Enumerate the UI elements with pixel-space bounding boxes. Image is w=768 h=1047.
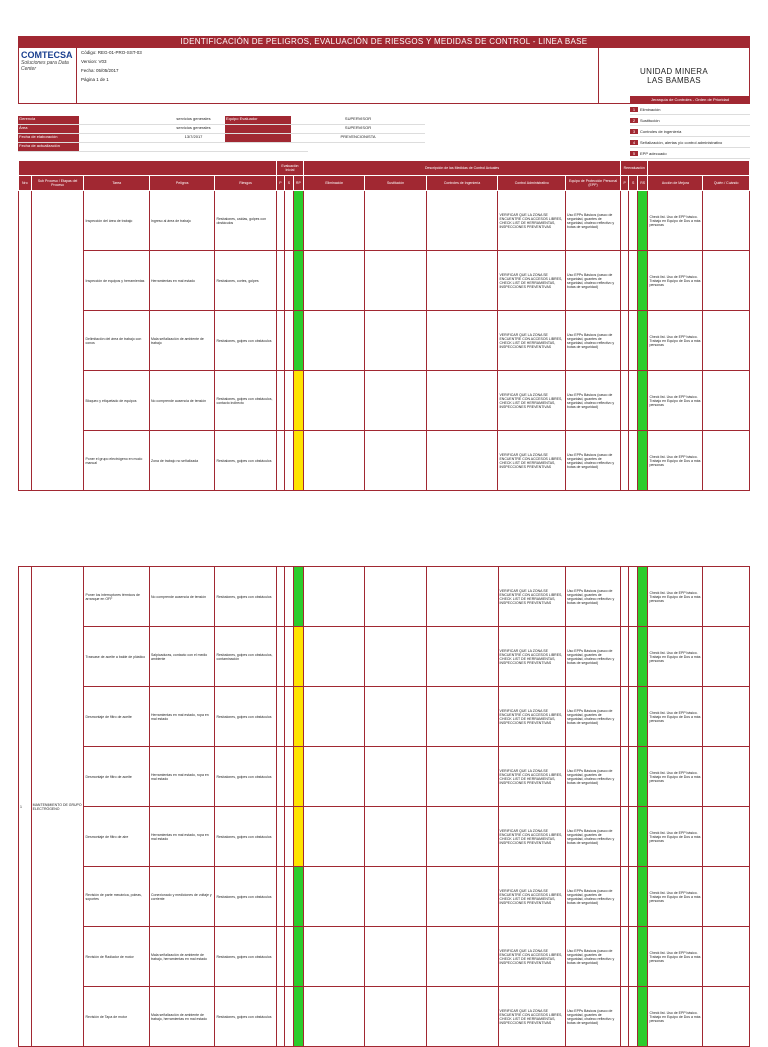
table-row xyxy=(19,251,750,311)
evaluator-label: Equipo Evaluador xyxy=(225,116,291,124)
prob2 xyxy=(621,747,629,807)
column-header: Quién / Cuándo xyxy=(703,176,750,191)
prob xyxy=(276,431,284,491)
substitution xyxy=(365,867,426,927)
control-hierarchy xyxy=(630,96,750,159)
prob xyxy=(276,311,284,371)
hazard: Herramientas en mal estado, ropa en mal estado xyxy=(149,747,214,807)
hazard: Mala señalización de ambiente de trabajo, herramientas en mal estado xyxy=(149,927,214,987)
column-header: Peligros xyxy=(149,176,214,191)
prob xyxy=(276,567,284,627)
rp-level xyxy=(293,987,304,1047)
responsible xyxy=(703,251,750,311)
info-value: 13/7/2017 xyxy=(184,134,203,139)
sev xyxy=(285,867,293,927)
hierarchy-number: 1 xyxy=(630,107,638,112)
evaluator-value: SUPERVISOR xyxy=(344,125,372,130)
prob2 xyxy=(621,567,629,627)
ppe: Uso EPPs Básicos (casco de seguridad, guantes de seguridad, chaleco reflectivo y botas de seguridad) xyxy=(566,311,621,371)
risk: Resbalones, golpes con obstáculos, contacto indirecto xyxy=(215,371,276,431)
sev xyxy=(285,927,293,987)
ppe: Uso EPPs Básicos (casco de seguridad, guantes de seguridad, chaleco reflectivo y botas de seguridad) xyxy=(566,927,621,987)
sev2 xyxy=(629,311,637,371)
hazard: Mala señalización de ambiente de trabajo xyxy=(149,311,214,371)
engineering xyxy=(426,191,498,251)
unit-line1: UNIDAD MINERA xyxy=(640,66,708,76)
column-header: Control Administrativo xyxy=(498,176,566,191)
prob xyxy=(276,867,284,927)
table-row xyxy=(19,807,750,867)
subprocess: MANTENIMIENTO DE GRUPO ELECTRÓGENO xyxy=(31,567,84,1047)
column-header: Equipo de Protección Personal (EPP) xyxy=(566,176,621,191)
admin-control: VERIFICAR QUE LA ZONA SE ENCUENTRE CON ACCESOS LIBRES, CHECK LIST DE HERRAMIENTAS, INSPECCIONES PREVENTIVAS xyxy=(498,311,566,371)
document-page xyxy=(18,36,750,156)
table-row xyxy=(19,567,750,627)
row-number xyxy=(19,191,32,491)
table-row xyxy=(19,987,750,1047)
prob xyxy=(276,987,284,1047)
info-key: Fecha de actualización xyxy=(18,143,79,151)
sev2 xyxy=(629,927,637,987)
table-row xyxy=(19,371,750,431)
rp-level xyxy=(293,371,304,431)
hazard: Herramientas en mal estado, ropa en mal estado xyxy=(149,807,214,867)
admin-control: VERIFICAR QUE LA ZONA SE ENCUENTRE CON ACCESOS LIBRES, CHECK LIST DE HERRAMIENTAS, INSPECCIONES PREVENTIVAS xyxy=(498,431,566,491)
improvement: Check list. Uso de EPP básico. Trabajo en Equipo de Dos a más personas xyxy=(648,311,703,371)
hierarchy-number: 3 xyxy=(630,129,638,134)
responsible xyxy=(703,431,750,491)
risk-table-2 xyxy=(18,566,750,1047)
task: Revisión de parte mecánica, poleas, soportes xyxy=(84,867,149,927)
rp-level xyxy=(293,431,304,491)
rs-level xyxy=(637,431,648,491)
hazard: Mala señalización de ambiente de trabajo, herramientas en mal estado xyxy=(149,987,214,1047)
substitution xyxy=(365,927,426,987)
table-row xyxy=(19,627,750,687)
column-header: Acción de Mejora xyxy=(648,176,703,191)
risk: Resbalones, golpes con obstáculos xyxy=(215,567,276,627)
prob2 xyxy=(620,371,628,431)
rs-level xyxy=(637,867,648,927)
hazard: Salpicaduras, contacto con el medio ambiente xyxy=(149,627,214,687)
hierarchy-item: Controles de ingeniería xyxy=(640,128,682,134)
prob xyxy=(276,191,284,251)
sev xyxy=(285,687,293,747)
rs-level xyxy=(637,927,648,987)
sev2 xyxy=(629,627,637,687)
prob2 xyxy=(620,311,628,371)
rs-level xyxy=(637,251,648,311)
sev2 xyxy=(629,567,637,627)
responsible xyxy=(703,987,750,1047)
risk: Resbalones, golpes con obstáculos xyxy=(215,311,276,371)
prob2 xyxy=(621,867,629,927)
hierarchy-number: 2 xyxy=(630,118,638,123)
column-header: Controles de Ingeniería xyxy=(426,176,498,191)
table-row xyxy=(19,311,750,371)
improvement: Check list. Uso de EPP básico. Trabajo en Equipo de Dos a más personas xyxy=(648,747,703,807)
sev2 xyxy=(629,747,637,807)
sev2 xyxy=(629,251,637,311)
improvement: Check list. Uso de EPP básico. Trabajo en Equipo de Dos a más personas xyxy=(648,807,703,867)
rp-level xyxy=(293,747,304,807)
engineering xyxy=(426,627,498,687)
task: Desmontaje de filtro de aceite xyxy=(84,747,149,807)
group-header xyxy=(648,161,750,176)
engineering xyxy=(426,927,498,987)
elimination xyxy=(304,687,365,747)
prob2 xyxy=(621,987,629,1047)
responsible xyxy=(703,687,750,747)
substitution xyxy=(365,807,426,867)
task: Bloqueo y etiquetado de equipos xyxy=(84,371,149,431)
risk: Resbalones, golpes con obstáculos xyxy=(215,431,276,491)
elimination xyxy=(304,867,365,927)
column-header: Sub Proceso / Etapas del Proceso xyxy=(31,176,84,191)
hierarchy-title: Jerarquía de Controles - Orden de Prioridad xyxy=(630,96,750,104)
ppe: Uso EPPs Básicos (casco de seguridad, guantes de seguridad, chaleco reflectivo y botas de seguridad) xyxy=(566,687,621,747)
sev2 xyxy=(629,687,637,747)
improvement: Check list. Uso de EPP básico. Trabajo en Equipo de Dos a más personas xyxy=(648,371,703,431)
engineering xyxy=(426,807,498,867)
task: Inspección de equipos y herramientas xyxy=(84,251,149,311)
info-section xyxy=(18,96,750,156)
hazard: Herramientas en mal estado xyxy=(149,251,214,311)
rs-level xyxy=(637,371,648,431)
column-header: S xyxy=(629,176,637,191)
column-header: RS xyxy=(637,176,648,191)
document-title: IDENTIFICACIÓN DE PELIGROS, EVALUACIÓN DE RIESGOS Y MEDIDAS DE CONTROL - LINEA BASE xyxy=(18,36,750,48)
rp-level xyxy=(293,251,304,311)
responsible xyxy=(703,311,750,371)
hazard: No comprende ausencia de tensión xyxy=(149,567,214,627)
rs-level xyxy=(637,567,648,627)
hazard: Zona de trabajo no señalizada xyxy=(149,431,214,491)
column-header: Sustitución xyxy=(365,176,426,191)
substitution xyxy=(365,687,426,747)
rs-level xyxy=(637,807,648,867)
rs-level xyxy=(637,747,648,807)
sev xyxy=(285,567,293,627)
admin-control: VERIFICAR QUE LA ZONA SE ENCUENTRE CON ACCESOS LIBRES, CHECK LIST DE HERRAMIENTAS, INSPECCIONES PREVENTIVAS xyxy=(498,807,566,867)
rp-level xyxy=(293,867,304,927)
improvement: Check list. Uso de EPP básico. Trabajo en Equipo de Dos a más personas xyxy=(648,927,703,987)
rp-level xyxy=(293,191,304,251)
sev2 xyxy=(629,867,637,927)
column-header: P xyxy=(276,176,284,191)
hierarchy-item: Sustitución xyxy=(640,117,660,123)
table-row xyxy=(19,687,750,747)
table-row xyxy=(19,431,750,491)
task: Revisión de Radiador de motor xyxy=(84,927,149,987)
ppe: Uso EPPs Básicos (casco de seguridad, guantes de seguridad, chaleco reflectivo y botas de seguridad) xyxy=(566,867,621,927)
engineering xyxy=(426,371,498,431)
logo-brand: COMTECSA xyxy=(21,50,73,60)
task: Trasvase de aceite a balde de plástico xyxy=(84,627,149,687)
info-value: servicios generales xyxy=(176,125,211,130)
info-value: servicios generales xyxy=(176,116,211,121)
task: Revisión de Tapa de motor xyxy=(84,987,149,1047)
prob xyxy=(276,251,284,311)
rp-level xyxy=(293,567,304,627)
substitution xyxy=(365,627,426,687)
group-header: Evaluación Inicial xyxy=(276,161,303,176)
hierarchy-item: Eliminación xyxy=(640,106,661,112)
ppe: Uso EPPs Básicos (casco de seguridad, guantes de seguridad, chaleco reflectivo y botas de seguridad) xyxy=(566,747,621,807)
risk: Resbalones, golpes con obstáculos, contaminación xyxy=(215,627,276,687)
prob2 xyxy=(620,251,628,311)
elimination xyxy=(304,627,365,687)
info-value xyxy=(79,143,308,151)
company-logo xyxy=(19,48,77,103)
admin-control: VERIFICAR QUE LA ZONA SE ENCUENTRE CON ACCESOS LIBRES, CHECK LIST DE HERRAMIENTAS, INSPECCIONES PREVENTIVAS xyxy=(498,987,566,1047)
meta-page: Página 1 de 1 xyxy=(81,77,109,82)
admin-control: VERIFICAR QUE LA ZONA SE ENCUENTRE CON ACCESOS LIBRES, CHECK LIST DE HERRAMIENTAS, INSPECCIONES PREVENTIVAS xyxy=(498,567,566,627)
hierarchy-item: Señalización, alertas y/o control administrativo xyxy=(640,139,723,145)
engineering xyxy=(426,431,498,491)
hazard: Conexionado y mediciones de voltaje y corriente xyxy=(149,867,214,927)
elimination xyxy=(304,311,365,371)
sev2 xyxy=(629,807,637,867)
engineering xyxy=(426,567,498,627)
sev xyxy=(285,807,293,867)
improvement: Check list. Uso de EPP básico. Trabajo en Equipo de Dos a más personas xyxy=(648,191,703,251)
prob2 xyxy=(620,191,628,251)
task: Inspección del área de trabajo xyxy=(84,191,149,251)
column-header: Riesgos xyxy=(215,176,276,191)
ppe: Uso EPPs Básicos (casco de seguridad, guantes de seguridad, chaleco reflectivo y botas de seguridad) xyxy=(566,251,621,311)
admin-control: VERIFICAR QUE LA ZONA SE ENCUENTRE CON ACCESOS LIBRES, CHECK LIST DE HERRAMIENTAS, INSPECCIONES PREVENTIVAS xyxy=(498,747,566,807)
engineering xyxy=(426,687,498,747)
risk: Resbalones, golpes con obstáculos xyxy=(215,747,276,807)
engineering xyxy=(426,251,498,311)
substitution xyxy=(365,747,426,807)
meta-version: Version: V03 xyxy=(81,59,107,64)
ppe: Uso EPPs Básicos (casco de seguridad, guantes de seguridad, chaleco reflectivo y botas de seguridad) xyxy=(566,987,621,1047)
column-header: Nro xyxy=(19,176,32,191)
unit-line2: LAS BAMBAS xyxy=(647,75,701,85)
prob2 xyxy=(621,687,629,747)
engineering xyxy=(426,311,498,371)
substitution xyxy=(365,987,426,1047)
hierarchy-item: EPP adecuado xyxy=(640,150,667,156)
sev xyxy=(285,987,293,1047)
admin-control: VERIFICAR QUE LA ZONA SE ENCUENTRE CON ACCESOS LIBRES, CHECK LIST DE HERRAMIENTAS, INSPECCIONES PREVENTIVAS xyxy=(498,867,566,927)
elimination xyxy=(304,807,365,867)
task: Poner el grupo electrógeno en modo manual xyxy=(84,431,149,491)
column-header: S xyxy=(285,176,293,191)
prob2 xyxy=(621,807,629,867)
table-row xyxy=(19,867,750,927)
rs-level xyxy=(637,311,648,371)
rp-level xyxy=(293,627,304,687)
substitution xyxy=(365,251,426,311)
prob xyxy=(276,687,284,747)
prob xyxy=(276,747,284,807)
hierarchy-number: 4 xyxy=(630,140,638,145)
elimination xyxy=(304,431,365,491)
sev xyxy=(285,371,293,431)
task: Poner los interruptores térmicos de arranque en OFF xyxy=(84,567,149,627)
responsible xyxy=(703,191,750,251)
sev xyxy=(285,627,293,687)
engineering xyxy=(426,987,498,1047)
prob2 xyxy=(620,431,628,491)
prob xyxy=(276,627,284,687)
sev xyxy=(285,191,293,251)
engineering xyxy=(426,867,498,927)
mining-unit xyxy=(598,48,749,103)
risk: Resbalones, golpes con obstáculos xyxy=(215,867,276,927)
admin-control: VERIFICAR QUE LA ZONA SE ENCUENTRE CON ACCESOS LIBRES, CHECK LIST DE HERRAMIENTAS, INSPECCIONES PREVENTIVAS xyxy=(498,927,566,987)
sev2 xyxy=(629,431,637,491)
logo-tagline: Soluciones para Data Center xyxy=(21,60,69,72)
prob xyxy=(276,371,284,431)
elimination xyxy=(304,747,365,807)
improvement: Check list. Uso de EPP básico. Trabajo en Equipo de Dos a más personas xyxy=(648,567,703,627)
substitution xyxy=(365,191,426,251)
admin-control: VERIFICAR QUE LA ZONA SE ENCUENTRE CON ACCESOS LIBRES, CHECK LIST DE HERRAMIENTAS, INSPECCIONES PREVENTIVAS xyxy=(498,687,566,747)
column-header: Eliminación xyxy=(304,176,365,191)
rs-level xyxy=(637,627,648,687)
info-key: Gerencia xyxy=(18,116,79,124)
responsible xyxy=(703,807,750,867)
sev xyxy=(285,251,293,311)
ppe: Uso EPPs Básicos (casco de seguridad, guantes de seguridad, chaleco reflectivo y botas de seguridad) xyxy=(566,627,621,687)
sev xyxy=(285,431,293,491)
substitution xyxy=(365,567,426,627)
admin-control: VERIFICAR QUE LA ZONA SE ENCUENTRE CON ACCESOS LIBRES, CHECK LIST DE HERRAMIENTAS, INSPECCIONES PREVENTIVAS xyxy=(498,627,566,687)
rp-level xyxy=(293,807,304,867)
task: Delimitación del área de trabajo con conos xyxy=(84,311,149,371)
group-header: Reevaluación xyxy=(620,161,647,176)
hazard: Ingreso al área de trabajo xyxy=(149,191,214,251)
prob2 xyxy=(621,927,629,987)
responsible xyxy=(703,867,750,927)
improvement: Check list. Uso de EPP básico. Trabajo en Equipo de Dos a más personas xyxy=(648,987,703,1047)
task: Desmontaje de filtro de aire xyxy=(84,807,149,867)
group-header xyxy=(19,161,277,176)
elimination xyxy=(304,987,365,1047)
rp-level xyxy=(293,927,304,987)
hazard: No comprende ausencia de tensión xyxy=(149,371,214,431)
column-header: P xyxy=(620,176,628,191)
improvement: Check list. Uso de EPP básico. Trabajo en Equipo de Dos a más personas xyxy=(648,867,703,927)
sev xyxy=(285,747,293,807)
elimination xyxy=(304,251,365,311)
group-header: Descripción de las Medidas de Control Actuales xyxy=(304,161,621,176)
risk-table-1 xyxy=(18,160,750,491)
document-meta xyxy=(77,48,598,103)
meta-code: Código: REG-01-PRO-SST-03 xyxy=(81,50,142,55)
responsible xyxy=(703,371,750,431)
responsible xyxy=(703,927,750,987)
evaluator-value: SUPERVISOR xyxy=(344,116,372,121)
admin-control: VERIFICAR QUE LA ZONA SE ENCUENTRE CON ACCESOS LIBRES, CHECK LIST DE HERRAMIENTAS, INSPECCIONES PREVENTIVAS xyxy=(498,251,566,311)
risk: Resbalones, golpes con obstáculos xyxy=(215,807,276,867)
elimination xyxy=(304,191,365,251)
evaluator-value: PREVENCIONISTA xyxy=(340,134,376,139)
ppe: Uso EPPs Básicos (casco de seguridad, guantes de seguridad, chaleco reflectivo y botas de seguridad) xyxy=(566,807,621,867)
ppe: Uso EPPs Básicos (casco de seguridad, guantes de seguridad, chaleco reflectivo y botas de seguridad) xyxy=(566,371,621,431)
substitution xyxy=(365,431,426,491)
admin-control: VERIFICAR QUE LA ZONA SE ENCUENTRE CON ACCESOS LIBRES, CHECK LIST DE HERRAMIENTAS, INSPECCIONES PREVENTIVAS xyxy=(498,191,566,251)
sev2 xyxy=(629,371,637,431)
subprocess xyxy=(31,191,84,491)
prob xyxy=(276,807,284,867)
risk: Resbalones, golpes con obstáculos xyxy=(215,927,276,987)
hazard: Herramientas en mal estado, ropa en mal estado xyxy=(149,687,214,747)
column-header: Tarea xyxy=(84,176,149,191)
elimination xyxy=(304,927,365,987)
rs-level xyxy=(637,687,648,747)
info-key: Área xyxy=(18,125,79,133)
responsible xyxy=(703,627,750,687)
ppe: Uso EPPs Básicos (casco de seguridad, guantes de seguridad, chaleco reflectivo y botas de seguridad) xyxy=(566,431,621,491)
hierarchy-number: 5 xyxy=(630,151,638,156)
risk: Resbalones, golpes con obstáculos xyxy=(215,687,276,747)
table-row xyxy=(19,191,750,251)
rp-level xyxy=(293,311,304,371)
sev xyxy=(285,311,293,371)
evaluator-table xyxy=(225,116,425,143)
engineering xyxy=(426,747,498,807)
meta-date: Fecha: 05/05/2017 xyxy=(81,68,119,73)
substitution xyxy=(365,311,426,371)
elimination xyxy=(304,371,365,431)
sev2 xyxy=(629,987,637,1047)
ppe: Uso EPPs Básicos (casco de seguridad, guantes de seguridad, chaleco reflectivo y botas de seguridad) xyxy=(566,191,621,251)
row-number: 1 xyxy=(19,567,32,1047)
risk: Resbalones, golpes con obstáculos xyxy=(215,987,276,1047)
responsible xyxy=(703,567,750,627)
substitution xyxy=(365,371,426,431)
improvement: Check list. Uso de EPP básico. Trabajo en Equipo de Dos a más personas xyxy=(648,687,703,747)
risk: Resbalones, cortes, golpes xyxy=(215,251,276,311)
improvement: Check list. Uso de EPP básico. Trabajo en Equipo de Dos a más personas xyxy=(648,431,703,491)
rp-level xyxy=(293,687,304,747)
ppe: Uso EPPs Básicos (casco de seguridad, guantes de seguridad, chaleco reflectivo y botas de seguridad) xyxy=(566,567,621,627)
responsible xyxy=(703,747,750,807)
elimination xyxy=(304,567,365,627)
info-key: Fecha de elaboración xyxy=(18,134,79,142)
column-header: RP xyxy=(293,176,304,191)
sev2 xyxy=(629,191,637,251)
improvement: Check list. Uso de EPP básico. Trabajo en Equipo de Dos a más personas xyxy=(648,627,703,687)
prob xyxy=(276,927,284,987)
table-row xyxy=(19,927,750,987)
rs-level xyxy=(637,987,648,1047)
task: Desmontaje de filtro de aceite xyxy=(84,687,149,747)
prob2 xyxy=(621,627,629,687)
rs-level xyxy=(637,191,648,251)
table-row xyxy=(19,747,750,807)
improvement: Check list. Uso de EPP básico. Trabajo en Equipo de Dos a más personas xyxy=(648,251,703,311)
risk: Resbalones, caídas, golpes con obstáculos xyxy=(215,191,276,251)
admin-control: VERIFICAR QUE LA ZONA SE ENCUENTRE CON ACCESOS LIBRES, CHECK LIST DE HERRAMIENTAS, INSPECCIONES PREVENTIVAS xyxy=(498,371,566,431)
